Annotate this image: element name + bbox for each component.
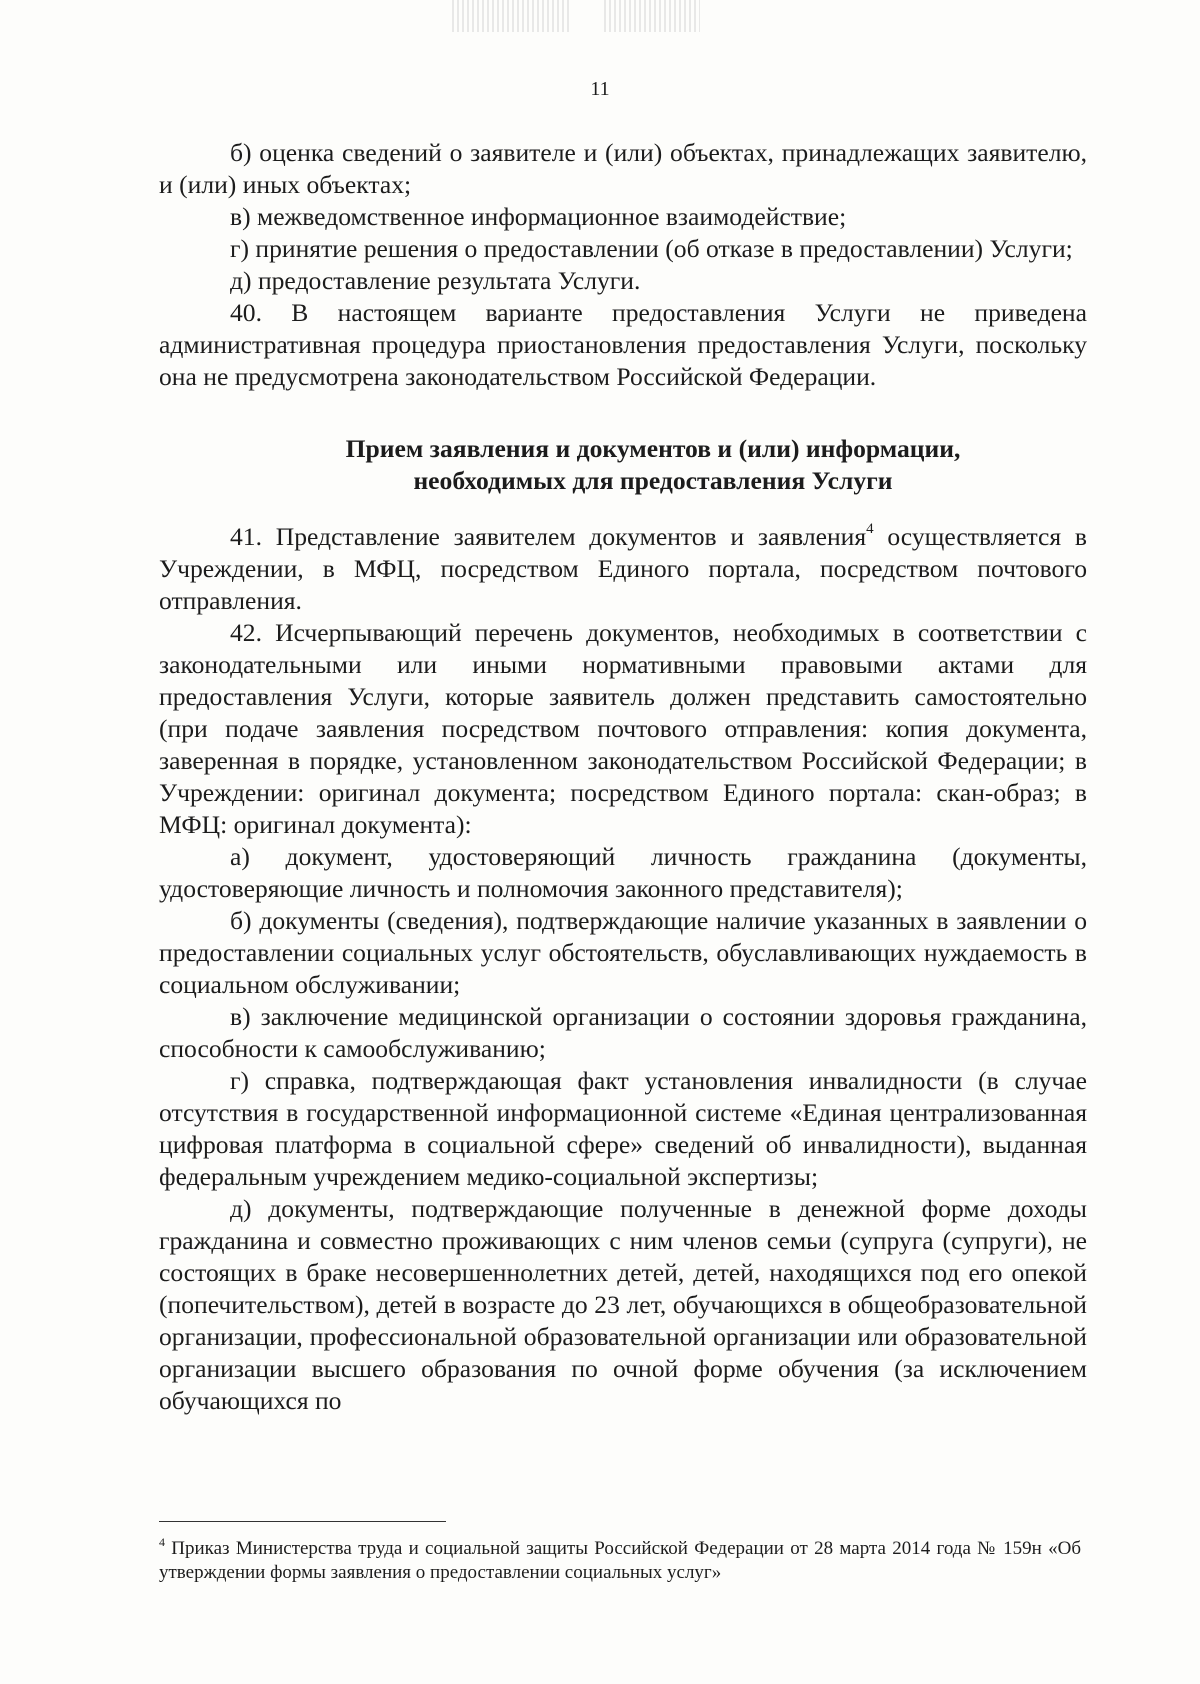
footnote-reference: 4 [866, 521, 874, 537]
paragraph-41-text: 41. Представление заявителем документов и заявления [230, 522, 867, 551]
paragraph-42-a: а) документ, удостоверяющий личность гражданина (документы, удостоверяющие личность и полномочия законного представителя); [159, 842, 1087, 903]
paragraph-42-v: в) заключение медицинской организации о состоянии здоровья гражданина, способности к самообслуживанию; [159, 1002, 1087, 1063]
page-number: 11 [590, 78, 610, 100]
section-heading-line-2: необходимых для предоставления Услуги [413, 466, 893, 495]
footnote-marker: 4 [159, 1535, 165, 1549]
footnote [159, 1537, 1081, 1585]
paragraph-41 [159, 521, 1087, 617]
scan-noise-right [604, 0, 700, 32]
section-heading-line-1: Прием заявления и документов и (или) информации, [345, 434, 961, 463]
paragraph-b-assessment: б) оценка сведений о заявителе и (или) объектах, принадлежащих заявителю, и (или) иных объектах; [159, 138, 1087, 199]
paragraph-v-interagency: в) межведомственное информационное взаимодействие; [230, 202, 847, 231]
paragraph-42-b: б) документы (сведения), подтверждающие наличие указанных в заявлении о предоставлении социальных услуг обстоятельств, обуславливающих нуждаемость в социальном обслуживании; [159, 906, 1087, 999]
document-body [159, 137, 1087, 1417]
paragraph-d-result: д) предоставление результата Услуги. [230, 266, 641, 295]
paragraph-40: 40. В настоящем варианте предоставления Услуги не приведена административная процедура приостановления предоставления Услуги, поскольку она не предусмотрена законодательством Российской Федерации. [159, 298, 1087, 391]
section-heading [159, 433, 1087, 497]
footnote-divider [159, 1521, 446, 1522]
paragraph-42-d: д) документы, подтверждающие полученные в денежной форме доходы гражданина и совместно проживающих с ним членов семьи (супруга (супруги), не состоящих в браке несовершеннолетних детей, детей, находящихся под его опекой (попечительством), детей в возрасте до 23 лет, обучающихся в общеобразовательной организации, профессиональной образовательной организации или образовательной организации высшего образования по очной форме обучения (за исключением обучающихся по [159, 1194, 1087, 1415]
paragraph-g-decision: г) принятие решения о предоставлении (об отказе в предоставлении) Услуги; [230, 234, 1073, 263]
paragraph-41-text-continued: осуществляется в Учреждении, в МФЦ, посредством Единого портала, посредством почтового отправления. [159, 522, 1087, 615]
scan-noise-left [452, 0, 572, 32]
paragraph-42: 42. Исчерпывающий перечень документов, необходимых в соответствии с законодательными или иными нормативными правовыми актами для предоставления Услуги, которые заявитель должен представить самостоятельно (при подаче заявления посредством почтового отправления: копия документа, заверенная в порядке, установленном законодательством Российской Федерации; в Учреждении: оригинал документа; посредством Единого портала: скан-образ; в МФЦ: оригинал документа): [159, 618, 1087, 839]
paragraph-42-g: г) справка, подтверждающая факт установления инвалидности (в случае отсутствия в государственной информационной системе «Единая централизованная цифровая платформа в социальной сфере» сведений об инвалидности), выданная федеральным учреждением медико-социальной экспертизы; [159, 1066, 1087, 1191]
footnote-text: Приказ Министерства труда и социальной защиты Российской Федерации от 28 марта 2014 года № 159н «Об утверждении формы заявления о предоставлении социальных услуг» [159, 1538, 1081, 1583]
